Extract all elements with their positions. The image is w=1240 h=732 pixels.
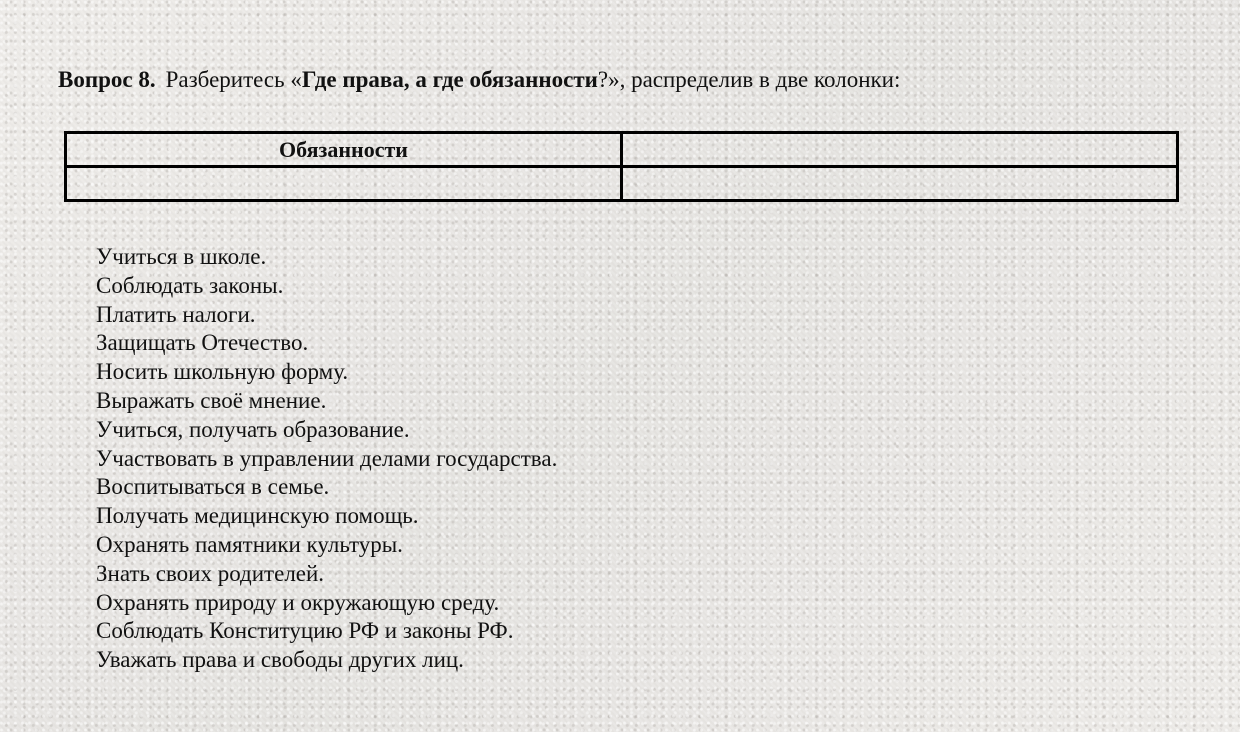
answer-cell-obligations[interactable] (66, 167, 622, 201)
list-item: Охранять природу и окружающую среду. (96, 589, 500, 615)
question-number: Вопрос 8. (58, 67, 156, 92)
answer-cell-rights[interactable] (622, 167, 1178, 201)
question-bold-part: Где права, а где обязанности (301, 67, 598, 92)
header-cell-rights (622, 133, 1178, 167)
list-item: Защищать Отечество. (96, 330, 309, 356)
list-item: Учиться, получать образование. (96, 416, 410, 442)
list-item: Выражать своё мнение. (96, 387, 327, 413)
list-item: Знать своих родителей. (96, 560, 325, 586)
answer-table (64, 131, 1179, 202)
list-item: Носить школьную форму. (96, 359, 349, 385)
table-header-row (66, 133, 1178, 167)
items-list (96, 243, 557, 675)
list-item: Соблюдать законы. (96, 272, 284, 298)
list-item: Охранять памятники культуры. (96, 531, 403, 557)
table-row (66, 167, 1178, 201)
question-suffix: ?», распределив в две колонки: (597, 67, 901, 92)
header-cell-obligations: Обязанности (66, 133, 622, 167)
list-item: Участвовать в управлении делами государства. (96, 445, 558, 471)
list-item: Соблюдать Конституцию РФ и законы РФ. (96, 618, 514, 644)
question-text (58, 67, 900, 93)
list-item: Воспитываться в семье. (96, 474, 330, 500)
list-item: Платить налоги. (96, 301, 256, 327)
list-item: Уважать права и свободы других лиц. (96, 647, 464, 673)
list-item: Учиться в школе. (96, 244, 267, 269)
list-item: Получать медицинскую помощь. (96, 503, 419, 529)
question-prefix: Разберитесь « (165, 67, 302, 92)
